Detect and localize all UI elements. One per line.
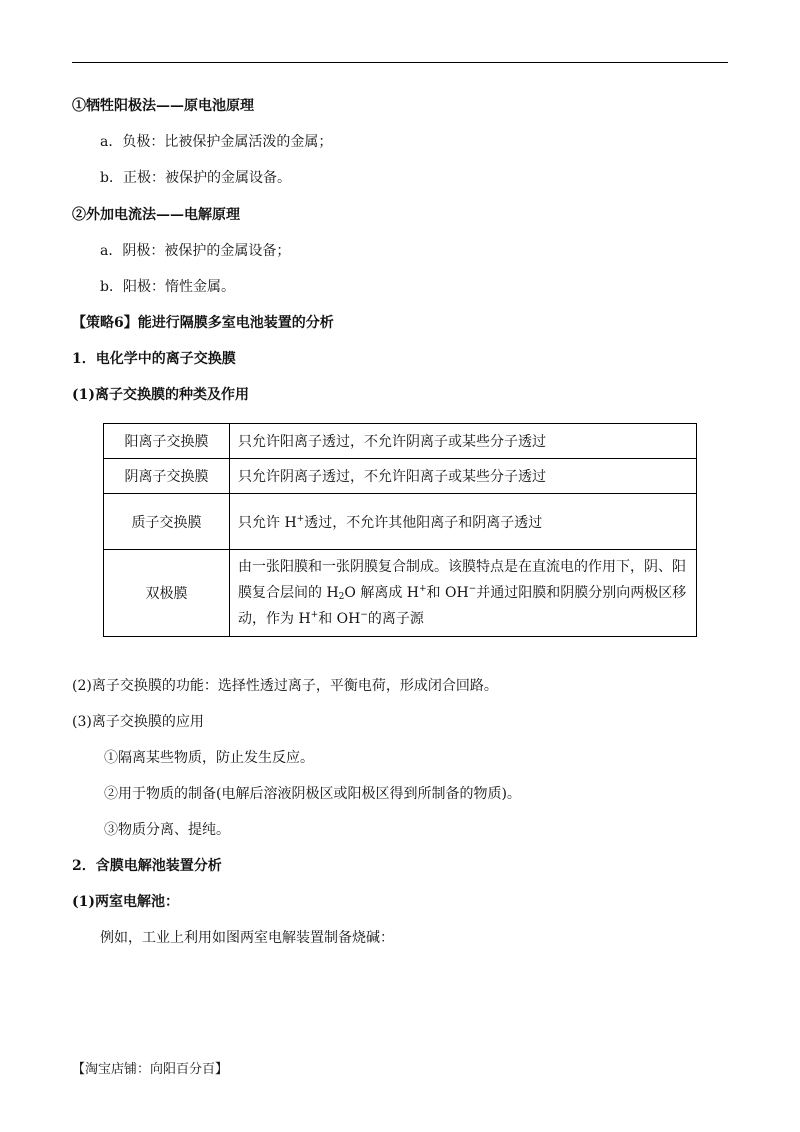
item-negative-electrode: a．负极：比被保护金属活泼的金属； <box>100 134 333 150</box>
subsection-1-1-heading: (1)离子交换膜的种类及作用 <box>72 387 249 403</box>
membrane-name: 双极膜 <box>104 550 230 637</box>
membrane-name: 阴离子交换膜 <box>104 459 230 494</box>
item-positive-electrode: b．正极：被保护的金属设备。 <box>100 170 291 186</box>
table-row <box>104 494 697 550</box>
membrane-description: 只允许 H+透过，不允许其他阳离子和阴离子透过 <box>230 494 697 550</box>
table-row <box>104 550 697 637</box>
membrane-table <box>103 423 697 637</box>
membrane-function: (2)离子交换膜的功能：选择性透过离子，平衡电荷，形成闭合回路。 <box>72 678 498 694</box>
application-item-1: ①隔离某些物质，防止发生反应。 <box>104 750 314 766</box>
subsection-2-1-heading: (1)两室电解池： <box>72 894 179 910</box>
example-text: 例如，工业上利用如图两室电解装置制备烧碱： <box>100 930 394 946</box>
membrane-description: 只允许阴离子透过，不允许阳离子或某些分子透过 <box>230 459 697 494</box>
footer-shop-name: 【淘宝店铺：向阳百分百】 <box>72 1062 229 1077</box>
item-cathode: a．阴极：被保护的金属设备； <box>100 243 291 259</box>
membrane-name: 质子交换膜 <box>104 494 230 550</box>
membrane-description: 由一张阳膜和一张阴膜复合制成。该膜特点是在直流电的作用下，阴、阳 膜复合层间的 $H_2O$ 解离成 H+和 OH−并通过阳膜和阴膜分别向两极区移 动，作为 H+和 OH−的离子源 <box>230 550 697 637</box>
heading-impressed-current: ②外加电流法——电解原理 <box>72 207 240 223</box>
application-item-3: ③物质分离、提纯。 <box>104 822 230 838</box>
table-row <box>104 459 697 494</box>
application-item-2: ②用于物质的制备(电解后溶液阴极区或阳极区得到所制备的物质)。 <box>104 786 521 802</box>
membrane-description: 只允许阳离子透过，不允许阴离子或某些分子透过 <box>230 424 697 459</box>
item-anode: b．阳极：惰性金属。 <box>100 279 235 295</box>
membrane-application-heading: (3)离子交换膜的应用 <box>72 714 204 730</box>
section-1-heading: 1．电化学中的离子交换膜 <box>72 351 236 367</box>
membrane-name: 阳离子交换膜 <box>104 424 230 459</box>
table-row <box>104 424 697 459</box>
header-rule <box>72 62 728 63</box>
section-2-heading: 2．含膜电解池装置分析 <box>72 858 222 874</box>
strategy-heading: 【策略6】能进行隔膜多室电池装置的分析 <box>72 315 334 331</box>
heading-sacrificial-anode: ①牺牲阳极法——原电池原理 <box>72 98 254 114</box>
